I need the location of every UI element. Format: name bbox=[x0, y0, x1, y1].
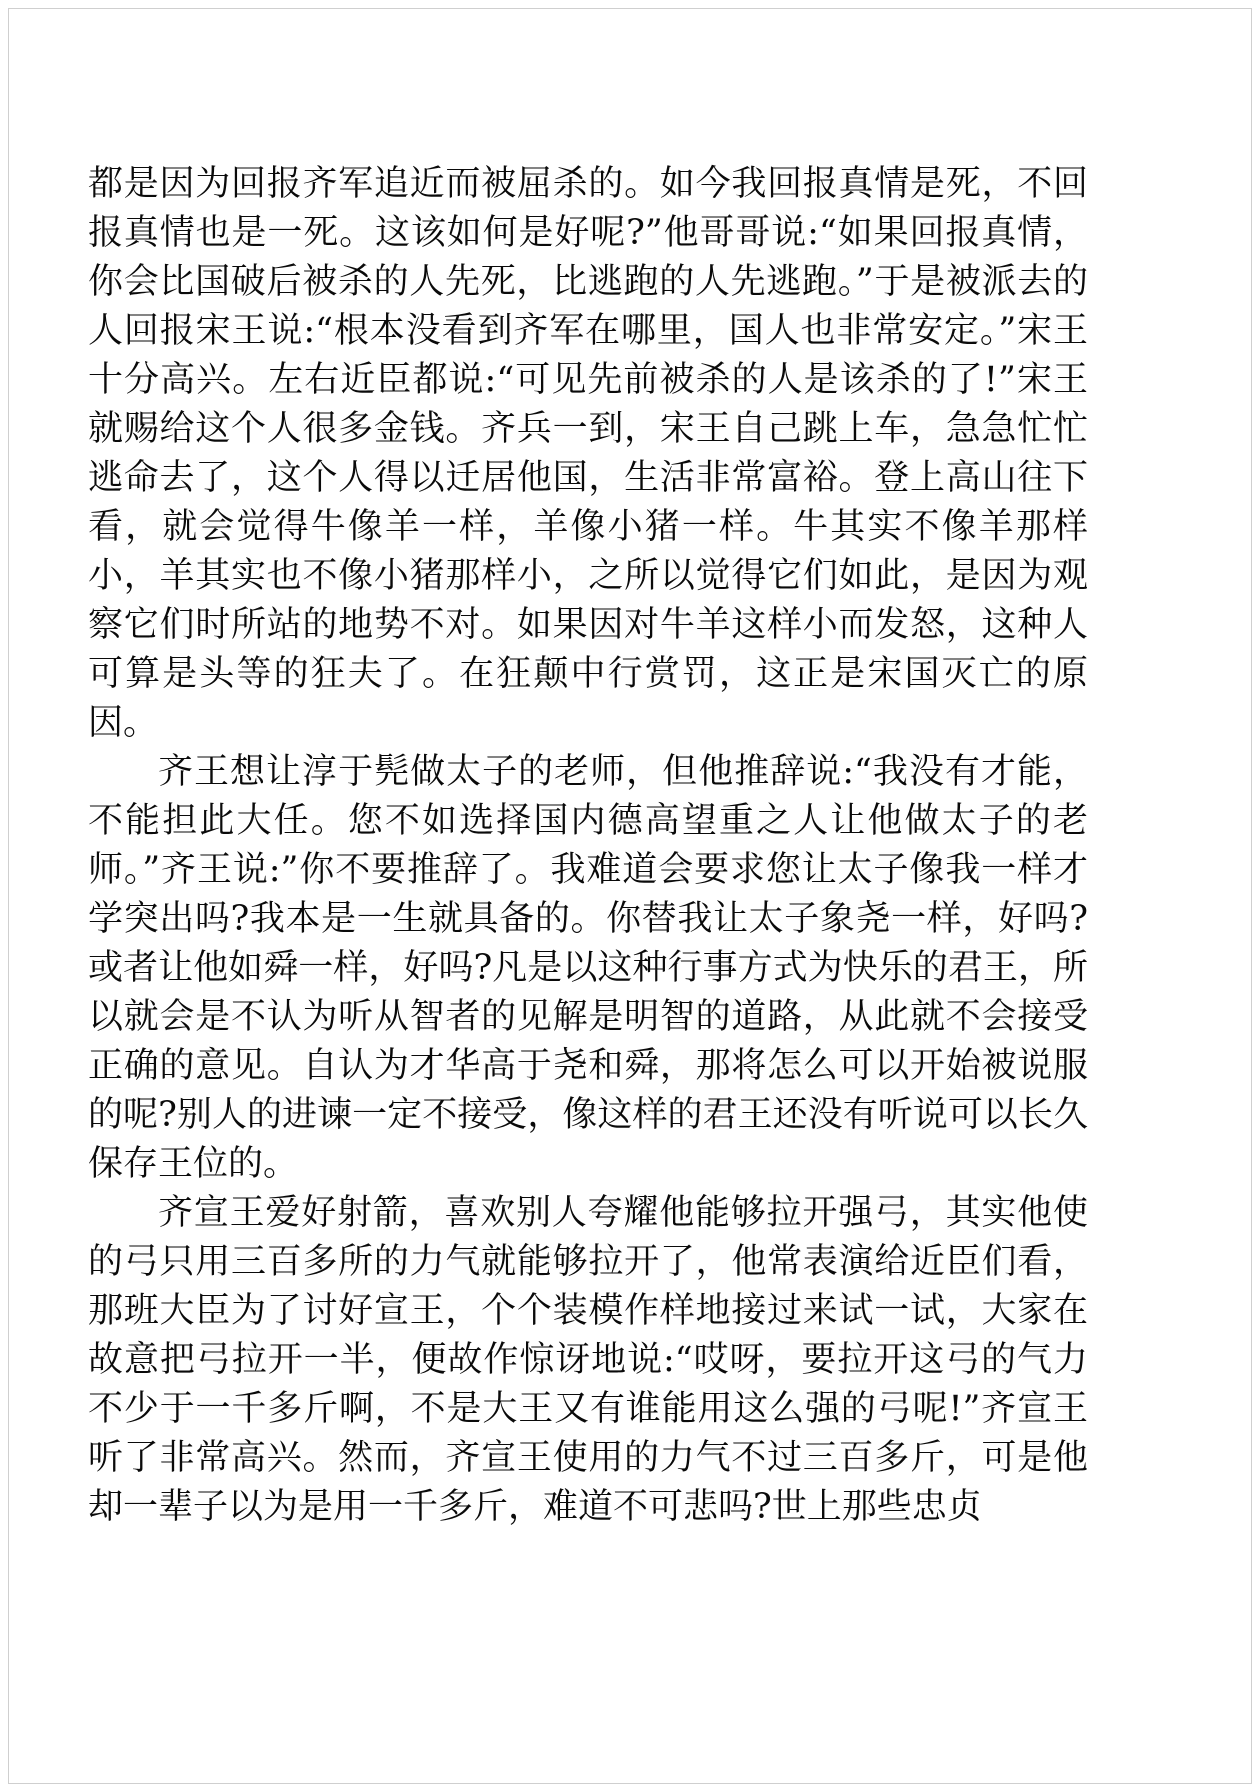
paragraph-2: 齐王想让淳于髡做太子的老师，但他推辞说:“我没有才能，不能担此大任。您不如选择国内德高望重之人让他做太子的老师。”齐王说:”你不要推辞了。我难道会要求您让太子像我一样才学突出吗?我本是一生就具备的。你替我让太子象尧一样，好吗?或者让他如舜一样，好吗?凡是以这种行事方式为快乐的君王，所以就会是不认为听从智者的见解是明智的道路，从此就不会接受正确的意见。自认为才华高于尧和舜，那将怎么可以开始被说服的呢?别人的进谏一定不接受，像这样的君王还没有听说可以长久保存王位的。 bbox=[88, 752, 1088, 1184]
paragraph-1: 都是因为回报齐军追近而被屈杀的。如今我回报真情是死，不回报真情也是一死。这该如何是好呢?”他哥哥说:“如果回报真情，你会比国破后被杀的人先死，比逃跑的人先逃跑。”于是被派去的人回报宋王说:“根本没看到齐军在哪里，国人也非常安定。”宋王十分高兴。左右近臣都说:“可见先前被杀的人是该杀的了!”宋王就赐给这个人很多金钱。齐兵一到，宋王自己跳上车，急急忙忙逃命去了，这个人得以迁居他国，生活非常富裕。登上高山往下看，就会觉得牛像羊一样，羊像小猪一样。牛其实不像羊那样小，羊其实也不像小猪那样小，之所以觉得它们如此，是因为观察它们时所站的地势不对。如果因对牛羊这样小而发怒，这种人可算是头等的狂夫了。在狂颠中行赏罚，这正是宋国灭亡的原因。 bbox=[88, 164, 1088, 743]
text-column bbox=[88, 160, 1088, 1532]
paragraph-3: 齐宣王爱好射箭，喜欢别人夸耀他能够拉开强弓，其实他使的弓只用三百多所的力气就能够拉开了，他常表演给近臣们看，那班大臣为了讨好宣王，个个装模作样地接过来试一试，大家在故意把弓拉开一半，便故作惊讶地说:“哎呀，要拉开这弓的气力不少于一千多斤啊，不是大王又有谁能用这么强的弓呢!”齐宣王听了非常高兴。然而，齐宣王使用的力气不过三百多斤，可是他却一辈子以为是用一千多斤，难道不可悲吗?世上那些忠贞 bbox=[88, 1193, 1088, 1527]
